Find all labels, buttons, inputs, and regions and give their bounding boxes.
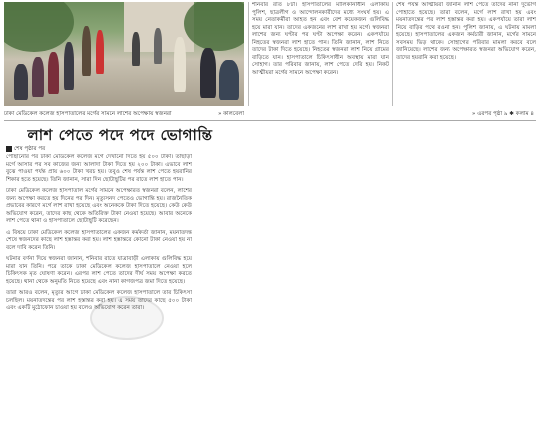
continued-from [6,145,45,154]
continued-from-text: শেষ পৃষ্ঠার পর [14,146,46,152]
photo-caption [4,110,244,118]
photo-caption-text: ঢাকা মেডিকেল কলেজ হাসপাতালের মর্গের সামনে লাশের অপেক্ষায় স্বজনরা [4,111,172,117]
body-text: শনিবার রাত ৮টা। হাসপাতালের মালিকানাধীন এলাকায় পুলিশ, ছাত্রলীগ ও আন্দোলনকারীদের মধ্যে সংঘর্ষ হয়। এ সময় নেতাকর্মীরা আহত হন এবং বেশ কয়েকজন গুলিবিদ্ধ হয়ে মারা যান। তাদের একজনের লাশ রাখা হয় মর্গে। স্বজনরা লাশের জন্য ঘণ্টার পর ঘণ্টা অপেক্ষা করেন। একপর্যায়ে নিহতের স্বজনরা লাশ হাতে পান। তিনি জানান, লাশ নিতে তাদের টাকা দিতে হয়েছে। নিহতের স্বজনরা লাশ নিয়ে গ্রামের বাড়িতে যান। হাসপাতালে চিকিৎসাধীন অবস্থায় মারা যান সোহাগ। তার পরিবার জানায়, লাশ পেতে দেরি হয়। নিকট আত্মীয়রা মর্গের সামনে অপেক্ষা করেন। [252,2,389,76]
section-divider [4,120,536,121]
bullet-square-icon [6,146,12,152]
continued-jump: » এরপর পৃষ্ঠা ৯ ✱ কলাম ৪ [471,111,534,117]
news-photo [4,2,244,106]
article-paragraph: ঘটনার বর্ণনা দিয়ে স্বজনরা জানান, শনিবার রাতে যাত্রাবাড়ী এলাকায় গুলিবিদ্ধ হয়ে মারা যান তিনি। পরে তাকে ঢাকা মেডিকেল কলেজ হাসপাতালে নেওয়া হলে চিকিৎসক মৃত ঘোষণা করেন। এরপর লাশ পেতে তাদের দীর্ঘ সময় অপেক্ষা করতে হয়েছে। থানা থেকে অনুমতি নিতে হয়েছে এবং নানা কাগজপত্র জমা দিতে হয়েছে। [6,256,192,285]
top-right-column-1 [252,2,389,108]
article-paragraph: এ বিষয়ে ঢাকা মেডিকেল কলেজ হাসপাতালের একজন কর্মকর্তা জানান, ময়নাতদন্ত শেষে স্বজনদের কাছে লাশ হস্তান্তর করা হয়। লাশ হস্তান্তরে কোনো টাকা নেওয়া হয় না বলে দাবি করেন তিনি। [6,229,192,251]
article-headline: লাশ পেতে পদে পদে ভোগান্তি [27,126,213,144]
column-divider [392,2,393,106]
article-paragraph: ঢাকা মেডিকেল কলেজ হাসপাতাল মর্গের সামনে অপেক্ষারত স্বজনরা বলেন, লাশের জন্য অপেক্ষা করতে হয় দিনের পর দিন। মৃত্যুসনদ পেতেও ভোগান্তি হয়। রাজনৈতিক প্রভাবের কারণে মর্গে লাশ রাখা হয়েছে এবং অনেককে টাকা দিতে হয়েছে। কেউ কেউ অভিযোগ করেন, তাদের কাছ থেকে অতিরিক্ত টাকা নেওয়া হয়েছে। আবার অনেকে লাশ পেতে থানা ও হাসপাতালে ছোটাছুটি করেছেন। [6,188,192,224]
article-paragraph: পৌঁছানোর পর ঢাকা মেডিকেল কলেজ মর্গে দেখানো দিতে হয় ৫০০ টাকা। তাছাড়া মর্গে আসার পর সব কাজের জন্য আলাদা টাকা দিতে হয় ২০০ টাকা। এভাবে লাশ বুঝে পাওয়া পর্যন্ত প্রায় ৬০০ টাকা খরচ হয়। তবুও শেষ পর্যন্ত লাশ পেতে হয়রানির শিকার হতে হয়েছে। তিনি জানান, সারা দিন ছোটাছুটির পর রাতে লাশ হাতে পান। [6,154,192,183]
top-right-column-2 [396,2,536,108]
body-text: শেষ পর্যন্ত আত্মীয়রা জানান লাশ পেতে তাদের নানা দুর্ভোগ পোহাতে হয়েছে। তারা বলেন, মর্গে লাশ রাখা হয় এবং ময়নাতদন্তের পর লাশ হস্তান্তর করা হয়। একপর্যায়ে তারা লাশ নিয়ে বাড়ির পথে রওনা হন। পুলিশ জানায়, এ ঘটনায় মামলা হয়েছে। হাসপাতালের একজন কর্মচারী জানান, মর্গের সামনে সবসময় ভিড় থাকে। সোহাগের পরিবার মামলা করবে বলে জানিয়েছে। লাশের জন্য অপেক্ষারত স্বজনরা অভিযোগ করেন, তাদের হয়রানি করা হয়েছে। [396,2,536,61]
photo-credit: » কালবেলা [217,111,244,117]
article-paragraph: তারা আরও বলেন, মৃত্যুর আগে ঢাকা মেডিকেল কলেজ হাসপাতালে তার চিকিৎসা চলছিল। ময়নাতদন্তের পর লাশ হস্তান্তর করা হয়। এ সময় তাদের কাছে ৫০০ টাকা এবং একটি মুঠোফোন চাওয়া হয় বলেও অভিযোগ করেন তারা। [6,290,192,311]
article-body [6,154,192,440]
column-divider [248,2,249,106]
watermark-seal [90,296,164,340]
